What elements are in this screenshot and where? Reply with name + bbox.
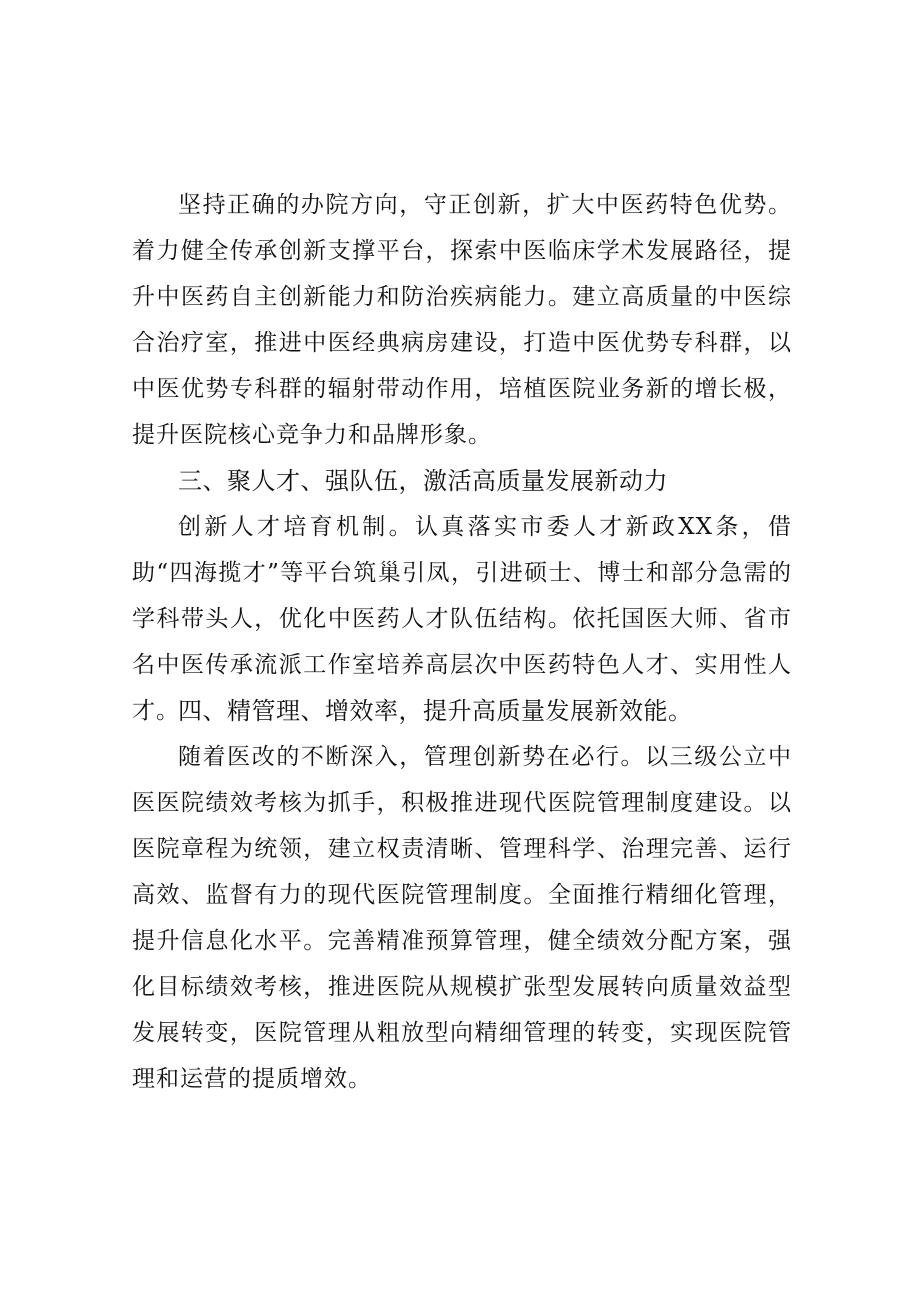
section-heading-3: 三、聚人才、强队伍，激活高质量发展新动力 xyxy=(178,467,668,495)
section-heading-4: 四、精管理、增效率，提升高质量发展新效能。 xyxy=(178,697,693,725)
body-paragraph-2: 创新人才培育机制。认真落实市委人才新政XX条，借助“四海揽才”等平台筑巢引凤，引进硕士、博士和部分急需的学科带头人，优化中医药人才队伍结构。依托国医大师、省市名中医传承流派工作室培养高层次中医药特色人才、实用性人才。 xyxy=(132,514,792,724)
body-paragraph-3: 随着医改的不断深入，管理创新势在必行。以三级公立中医医院绩效考核为抓手，积极推进现代医院管理制度建设。以医院章程为统领，建立权责清晰、管理科学、治理完善、运行高效、监督有力的现代医院管理制度。全面推行精细化管理，提升信息化水平。完善精准预算管理，健全绩效分配方案，强化目标绩效考核，推进医院从规模扩张型发展转向质量效益型发展转变，医院管理从粗放型向精细管理的转变，实现医院管理和运营的提质增效。 xyxy=(132,744,792,1092)
body-paragraph-1: 坚持正确的办院方向，守正创新，扩大中医药特色优势。着力健全传承创新支撑平台，探索中医临床学术发展路径，提升中医药自主创新能力和防治疾病能力。建立高质量的中医综合治疗室，推进中医经典病房建设，打造中医优势专科群，以中医优势专科群的辐射带动作用，培植医院业务新的增长极，提升医院核心竞争力和品牌形象。 xyxy=(132,192,792,448)
